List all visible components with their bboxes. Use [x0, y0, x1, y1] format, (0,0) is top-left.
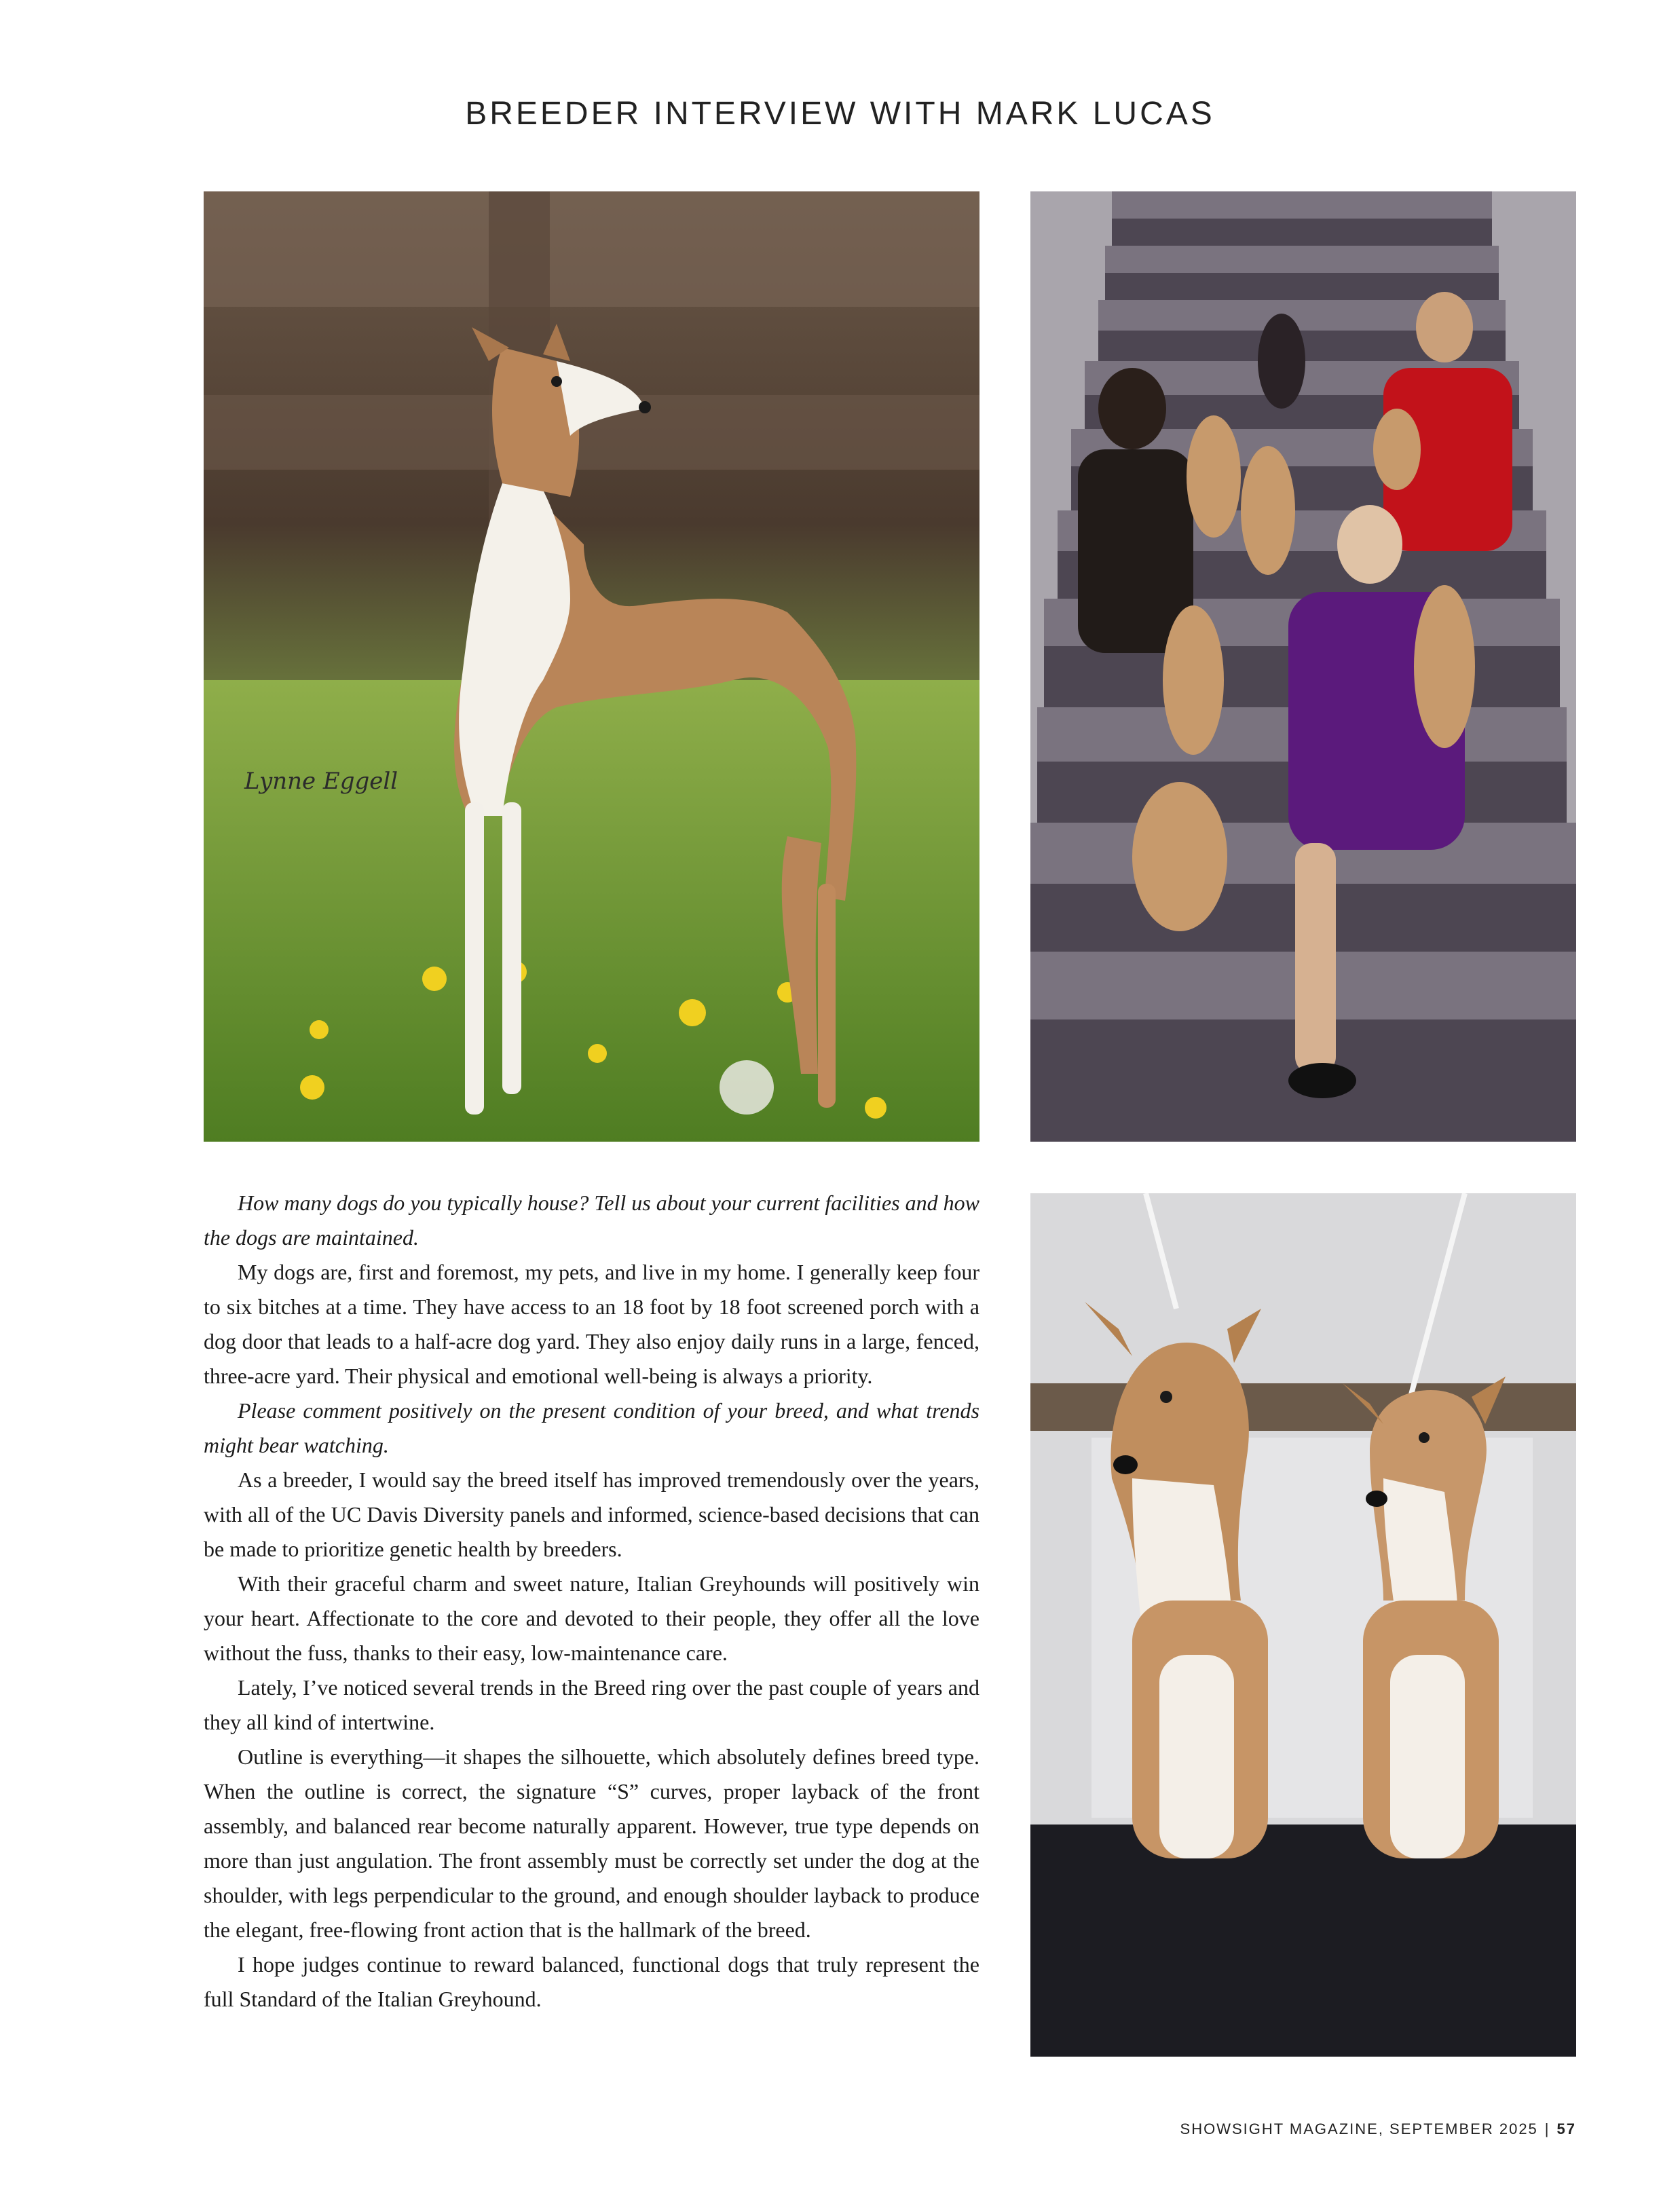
page-number: 57 — [1556, 2120, 1576, 2137]
interview-question: Please comment positively on the present condition of your breed, and what trends might bear watching. — [204, 1398, 979, 1457]
page-header-title: BREEDER INTERVIEW WITH MARK LUCAS — [465, 96, 1215, 132]
interview-article — [204, 1186, 979, 2017]
two-greyhounds-illustration — [1030, 1193, 1576, 2057]
photographer-watermark: Lynne Eggell — [244, 768, 398, 795]
group-on-stairs-photo — [1030, 191, 1576, 1142]
interview-answer: My dogs are, first and foremost, my pets, and live in my home. I generally keep four to six bitches at a time. They have access to an 18 foot by 18 foot screened porch with a dog door that leads to a half-acre dog yard. They also enjoy daily runs in a large, fenced, three-acre yard. Their physical and emotional well-being is always a priority. — [204, 1260, 979, 1388]
greyhound-on-lawn-illustration — [204, 191, 979, 1142]
interview-answer: As a breeder, I would say the breed itself has improved tremendously over the years, with all of the UC Davis Diversity panels and informed, science-based decisions that can be made to prioritize genetic health by breeders. — [204, 1467, 979, 1561]
footer-separator: | — [1544, 2120, 1550, 2137]
interview-answer: With their graceful charm and sweet nature, Italian Greyhounds will positively win your heart. Affectionate to the core and devoted to their people, they offer all the love without the fuss, thanks to their easy, low-maintenance care. — [204, 1571, 979, 1665]
footer-publication: SHOWSIGHT MAGAZINE, SEPTEMBER 2025 — [1180, 2120, 1538, 2137]
group-on-stairs-illustration — [1030, 191, 1576, 1142]
interview-answer: Outline is everything—it shapes the silhouette, which absolutely defines breed type. When the outline is correct, the signature “S” curves, proper layback of the front assembly, and balanced rear become naturally apparent. However, true type depends on more than just angulation. The front assembly must be correctly set under the dog at the shoulder, with legs perpendicular to the ground, and enough shoulder layback to produce the elegant, free-flowing front action that is the hallmark of the breed. — [204, 1744, 979, 1942]
interview-question: How many dogs do you typically house? Tell us about your current facilities and how the dogs are maintained. — [204, 1191, 979, 1250]
page-footer — [1180, 2120, 1576, 2138]
two-greyhounds-photo — [1030, 1193, 1576, 2057]
interview-answer: I hope judges continue to reward balanced, functional dogs that truly represent the full Standard of the Italian Greyhound. — [204, 1952, 979, 2011]
interview-answer: Lately, I’ve noticed several trends in the Breed ring over the past couple of years and they all kind of intertwine. — [204, 1675, 979, 1734]
greyhound-on-lawn-photo — [204, 191, 979, 1142]
